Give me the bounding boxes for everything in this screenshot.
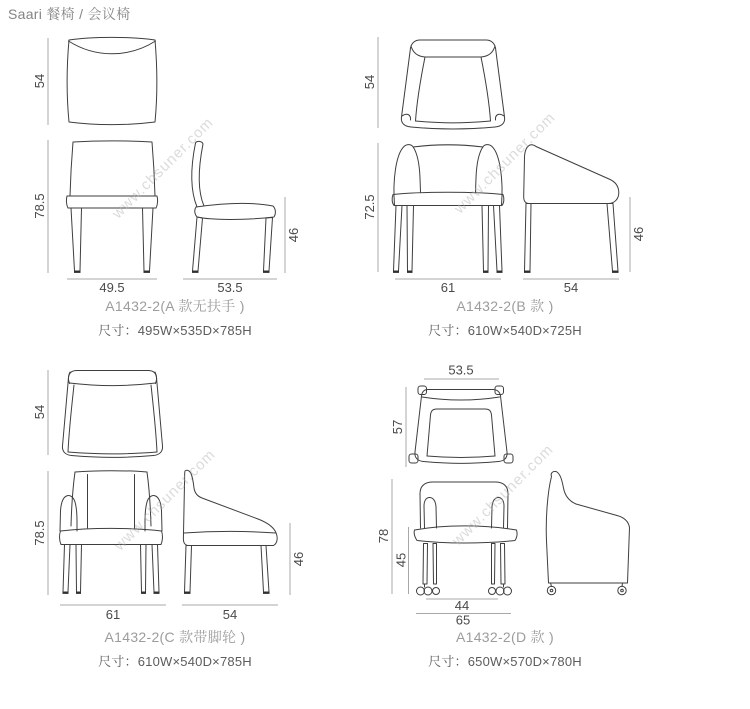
variant-b-code: A1432-2(B 款 ) (456, 298, 554, 314)
dim-label-c-height: 78.5 (32, 520, 47, 546)
variant-c-size: 尺寸：610W×540D×785H (98, 654, 252, 669)
dim-label-d-top-width: 53.5 (448, 362, 474, 378)
variant-c-dimensions (32, 370, 306, 622)
dim-label-c-depth: 54 (222, 607, 238, 622)
variant-a-dimensions (32, 38, 301, 295)
dim-label-b-width: 61 (440, 280, 456, 295)
dim-label-a-height: 78.5 (32, 193, 47, 219)
variant-b-caption (355, 296, 655, 339)
dim-label-a-top-depth: 54 (32, 73, 47, 89)
dim-label-b-seat-height: 46 (631, 226, 646, 242)
watermark: www.chsuner.com (450, 108, 560, 218)
dim-label-d-seat-height: 45 (393, 552, 409, 568)
variant-c-drawing (32, 370, 306, 622)
variant-c-front-view (60, 471, 163, 593)
variant-a-top-view (67, 37, 157, 124)
variant-b-top-view (401, 40, 504, 129)
variant-b-dimensions (362, 37, 646, 295)
variant-c-side-view (183, 470, 277, 592)
variant-d-top-view (409, 386, 513, 463)
dim-label-d-width: 65 (455, 612, 471, 628)
variant-b-drawing (362, 37, 646, 295)
dim-label-c-width: 61 (105, 607, 121, 622)
dim-label-a-seat-height: 46 (286, 227, 301, 243)
dim-label-c-top-depth: 54 (32, 404, 47, 420)
dim-label-a-width: 49.5 (99, 280, 125, 295)
variant-b-size: 尺寸：610W×540D×725H (428, 323, 582, 338)
variant-c-top-view (62, 371, 162, 458)
variant-a-front-view (66, 141, 157, 272)
dim-label-c-seat-height: 46 (291, 551, 306, 567)
variant-c-code: A1432-2(C 款带脚轮 ) (104, 629, 246, 645)
dim-label-a-depth: 53.5 (217, 280, 243, 295)
variant-a-side-view (192, 141, 276, 271)
variant-a-code: A1432-2(A 款无扶手 ) (105, 298, 245, 314)
watermark: www.chsuner.com (108, 113, 218, 223)
dim-label-b-depth: 54 (563, 280, 579, 295)
dim-label-b-top-depth: 54 (362, 74, 377, 90)
variant-a-size: 尺寸：495W×535D×785H (98, 323, 252, 338)
dim-label-d-height: 78 (376, 528, 391, 544)
variant-d-side-view (546, 471, 629, 594)
dim-label-b-height: 72.5 (362, 194, 377, 220)
watermark: www.chsuner.com (448, 440, 558, 550)
variant-d-code: A1432-2(D 款 ) (455, 629, 555, 645)
dim-label-d-top-depth: 57 (390, 419, 405, 435)
watermark: www.chsuner.com (110, 445, 220, 555)
variant-b-side-view (524, 145, 619, 272)
variant-d-drawing (376, 363, 630, 628)
dim-label-d-inner-width: 44 (454, 598, 470, 613)
variant-d-front-view (414, 482, 517, 595)
page-title: Saari 餐椅 / 会议椅 (8, 6, 131, 22)
variant-a-drawing (32, 37, 301, 295)
variant-d-size: 尺寸：650W×570D×780H (428, 654, 582, 669)
variant-d-caption (355, 627, 655, 670)
variant-b-front-view (392, 145, 504, 272)
variant-c-caption (25, 627, 325, 670)
variant-a-caption (25, 296, 325, 339)
